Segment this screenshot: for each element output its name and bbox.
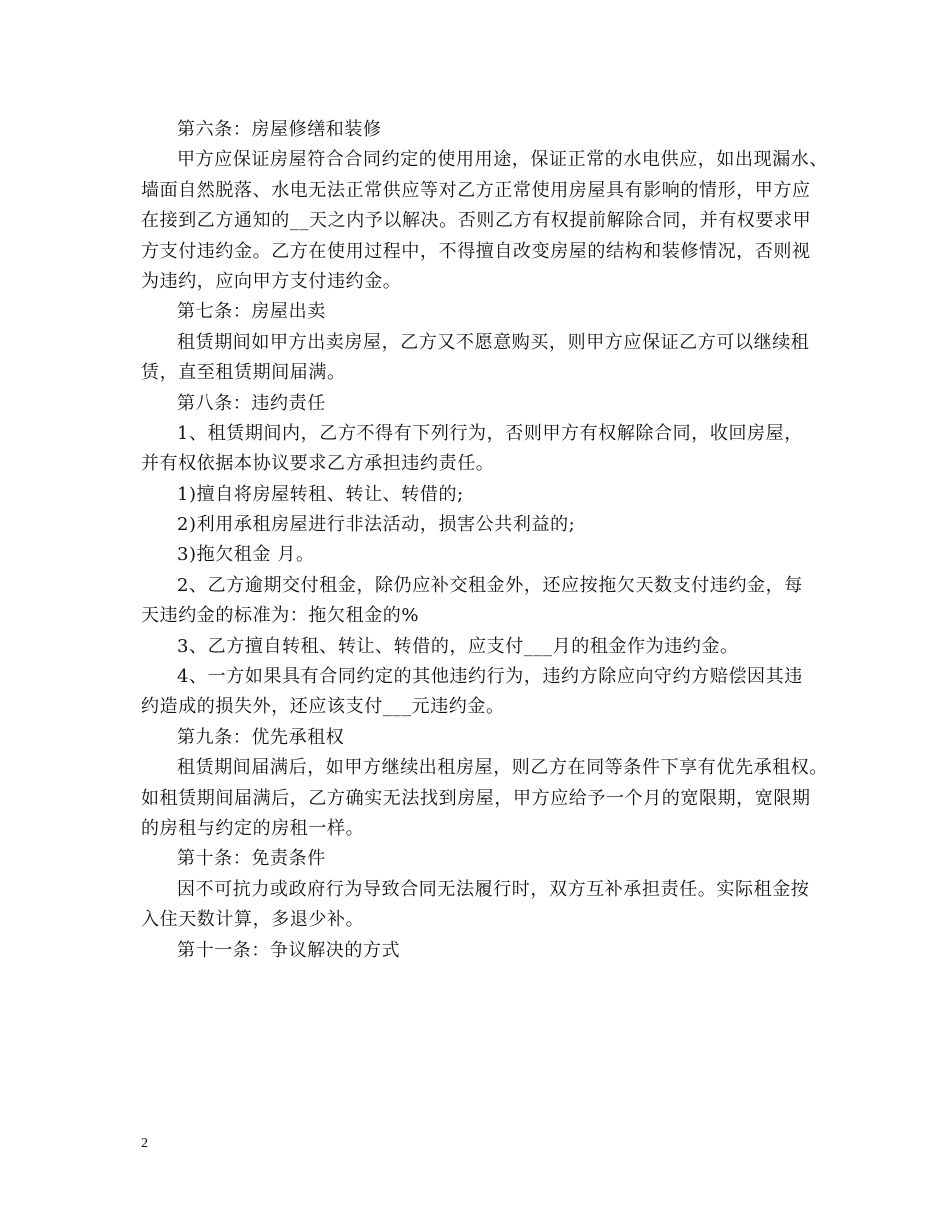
paragraph-line: 并有权依据本协议要求乙方承担违约责任。 bbox=[141, 453, 495, 475]
paragraph-line: 约造成的损失外，还应该支付___元违约金。 bbox=[141, 696, 505, 718]
paragraph-line: 墙面自然脱落、水电无法正常供应等对乙方正常使用房屋具有影响的情形，甲方应 bbox=[141, 179, 811, 201]
paragraph-line: 4、一方如果具有合同约定的其他违约行为，违约方除应向守约方赔偿因其违 bbox=[177, 666, 803, 688]
paragraph-line: 入住天数计算，多退少补。 bbox=[141, 909, 365, 931]
paragraph-line: 1)擅自将房屋转租、转让、转借的; bbox=[177, 483, 464, 505]
section-heading: 第六条：房屋修缮和装修 bbox=[177, 119, 382, 140]
paragraph-line: 2)利用承租房屋进行非法活动，损害公共利益的; bbox=[177, 514, 576, 536]
paragraph-line: 天违约金的标准为：拖欠租金的% bbox=[141, 605, 420, 627]
paragraph-line: 甲方应保证房屋符合合同约定的使用用途，保证正常的水电供应，如出现漏水、 bbox=[177, 149, 828, 171]
paragraph-line: 因不可抗力或政府行为导致合同无法履行时，双方互补承担责任。实际租金按 bbox=[177, 878, 810, 900]
paragraph-line: 租赁期间届满后，如甲方继续出租房屋，则乙方在同等条件下享有优先承租权。 bbox=[177, 757, 828, 779]
section-heading: 第十一条：争议解决的方式 bbox=[177, 939, 401, 961]
page-number: 2 bbox=[141, 1136, 148, 1151]
document-body bbox=[141, 115, 828, 966]
section-heading: 第九条：优先承租权 bbox=[177, 726, 345, 748]
paragraph-line: 1、租赁期间内，乙方不得有下列行为，否则甲方有权解除合同，收回房屋， bbox=[177, 422, 803, 444]
paragraph-line: 3)拖欠租金 月。 bbox=[177, 544, 315, 566]
paragraph-line: 2、乙方逾期交付租金，除仍应补交租金外，还应按拖欠天数支付违约金，每 bbox=[177, 574, 803, 596]
paragraph-line: 为违约，应向甲方支付违约金。 bbox=[141, 270, 402, 292]
paragraph-line: 如租赁期间届满后，乙方确实无法找到房屋，甲方应给予一个月的宽限期，宽限期 bbox=[141, 787, 811, 809]
section-heading: 第七条：房屋出卖 bbox=[177, 301, 326, 323]
paragraph-line: 3、乙方擅自转租、转让、转借的，应支付___月的租金作为违约金。 bbox=[177, 635, 739, 657]
paragraph-line: 租赁期间如甲方出卖房屋，乙方又不愿意购买，则甲方应保证乙方可以继续租 bbox=[177, 331, 810, 353]
paragraph-line: 赁，直至租赁期间届满。 bbox=[141, 362, 346, 384]
section-heading: 第十条：免责条件 bbox=[177, 848, 326, 870]
paragraph-line: 方支付违约金。乙方在使用过程中，不得擅自改变房屋的结构和装修情况，否则视 bbox=[141, 240, 811, 262]
section-heading: 第八条：违约责任 bbox=[177, 392, 326, 414]
paragraph-line: 在接到乙方通知的__天之内予以解决。否则乙方有权提前解除合同，并有权要求甲 bbox=[141, 210, 812, 232]
paragraph-line: 的房租与约定的房租一样。 bbox=[141, 817, 365, 839]
